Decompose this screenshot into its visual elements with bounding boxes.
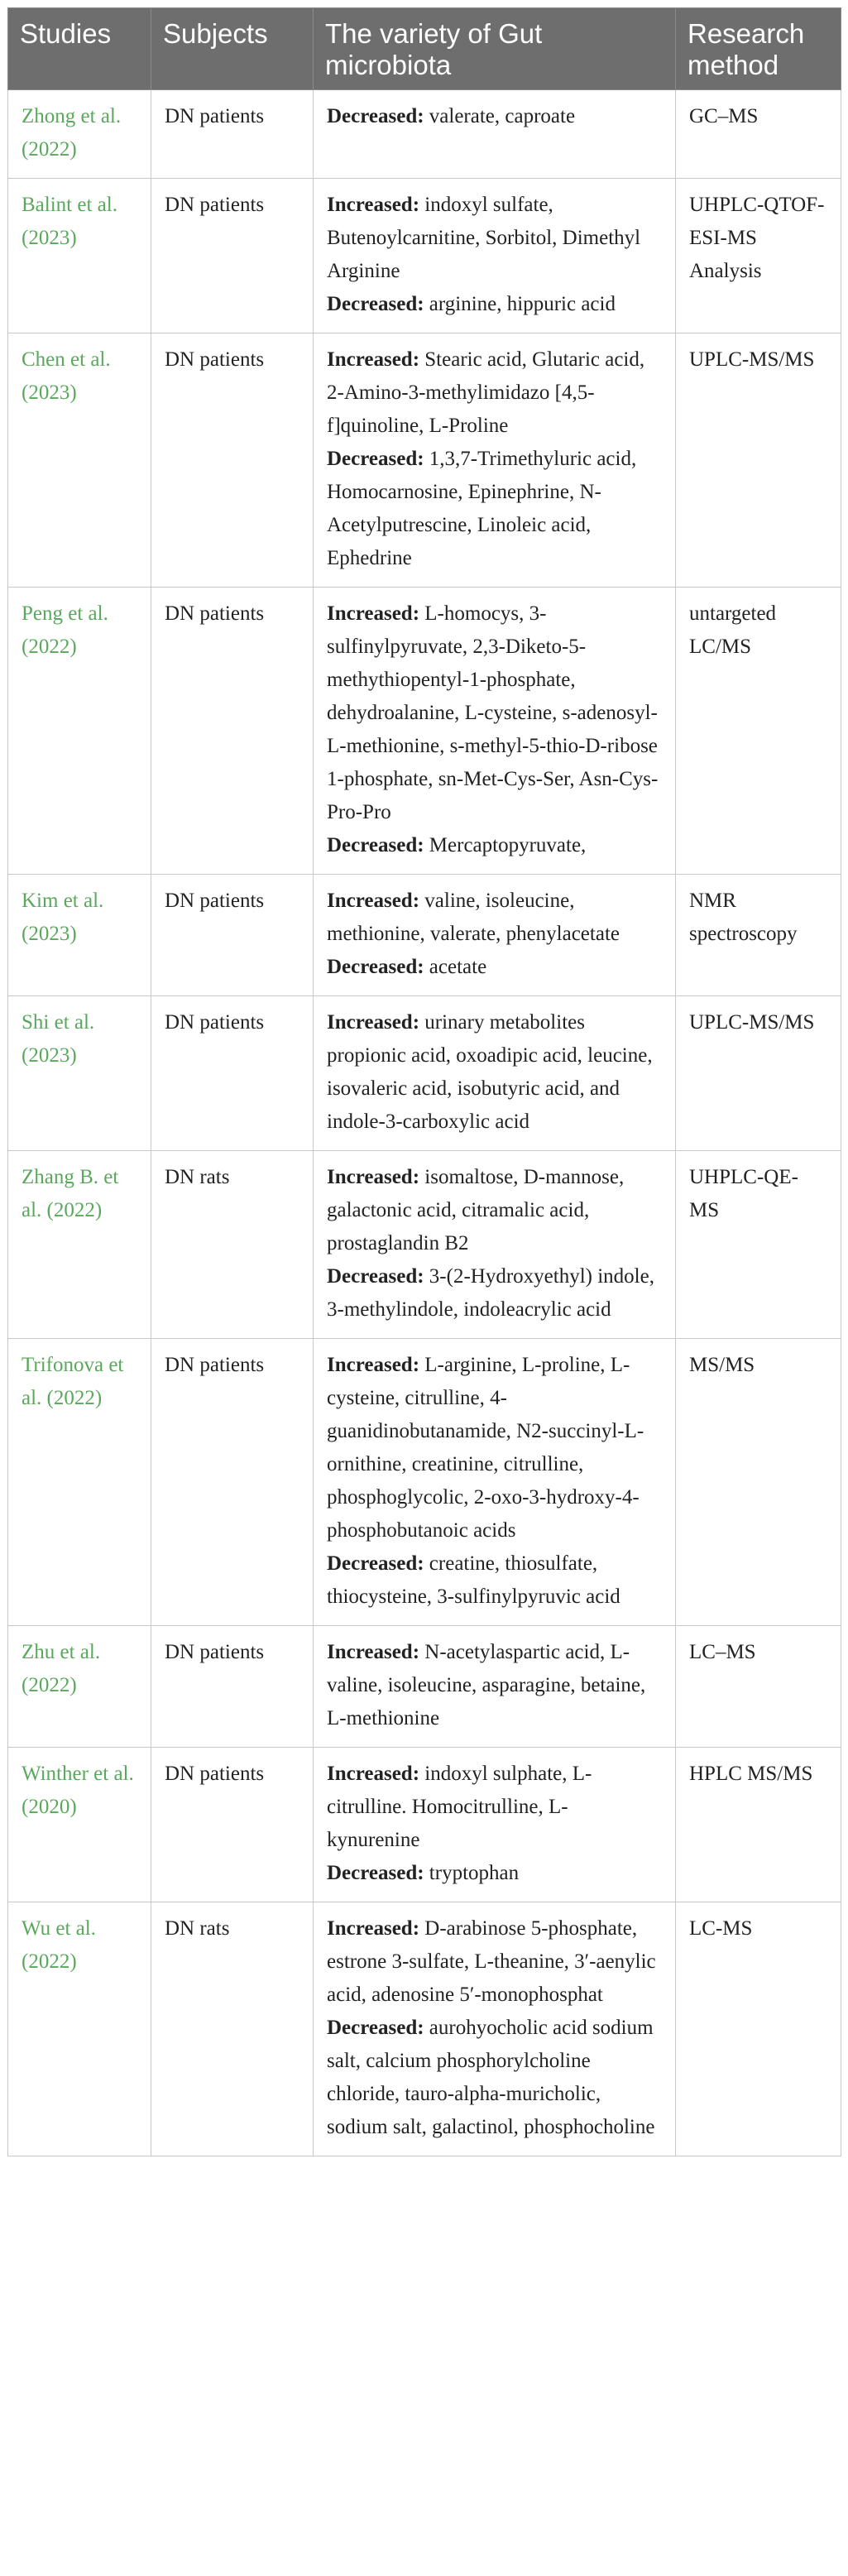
decreased-label: Decreased:	[327, 1862, 424, 1884]
table-row	[8, 1902, 841, 2156]
method-cell: UHPLC-QTOF-ESI-MS Analysis	[676, 179, 841, 333]
increased-values: N-acetylaspartic acid, L-valine, isoleucine, asparagine, betaine, L-methionine	[327, 1641, 646, 1729]
subjects-cell: DN patients	[151, 588, 314, 875]
table-row	[8, 1151, 841, 1339]
study-citation-link[interactable]: Zhang B. et al. (2022)	[8, 1151, 151, 1339]
study-citation-link[interactable]: Shi et al. (2023)	[8, 996, 151, 1151]
subjects-cell: DN patients	[151, 90, 314, 179]
subjects-cell: DN patients	[151, 875, 314, 996]
method-cell: UHPLC-QE-MS	[676, 1151, 841, 1339]
variety-cell	[314, 1626, 676, 1748]
decreased-label: Decreased:	[327, 448, 424, 470]
increased-label: Increased:	[327, 1354, 420, 1376]
subjects-cell: DN patients	[151, 996, 314, 1151]
decreased-values: creatine, thiosulfate, thiocysteine, 3-sulfinylpyruvic acid	[327, 1552, 620, 1608]
variety-cell	[314, 1339, 676, 1626]
increased-line	[327, 1006, 660, 1139]
decreased-label: Decreased:	[327, 2017, 424, 2039]
study-citation-link[interactable]: Chen et al. (2023)	[8, 333, 151, 588]
header-method: Research method	[676, 8, 841, 90]
decreased-values: 1,3,7-Trimethyluric acid, Homocarnosine, Epinephrine, N-Acetylputrescine, Linoleic acid, Ephedrine	[327, 448, 637, 569]
variety-cell	[314, 588, 676, 875]
increased-values: isomaltose, D-mannose, galactonic acid, citramalic acid, prostaglandin B2	[327, 1166, 625, 1254]
header-row	[8, 8, 841, 90]
decreased-values: tryptophan	[429, 1862, 520, 1884]
increased-label: Increased:	[327, 1763, 420, 1785]
decreased-values: acetate	[429, 956, 487, 978]
increased-label: Increased:	[327, 1917, 420, 1940]
decreased-line	[327, 288, 660, 321]
decreased-values: aurohyocholic acid sodium salt, calcium phosphorylcholine chloride, tauro-alpha-muricholic, sodium salt, galactinol, phosphocholine	[327, 2017, 655, 2138]
study-citation-link[interactable]: Zhu et al. (2022)	[8, 1626, 151, 1748]
study-citation-link[interactable]: Peng et al. (2022)	[8, 588, 151, 875]
increased-line	[327, 343, 660, 443]
method-cell: untargeted LC/MS	[676, 588, 841, 875]
subjects-cell: DN rats	[151, 1902, 314, 2156]
study-citation-link[interactable]: Kim et al. (2023)	[8, 875, 151, 996]
study-citation-link[interactable]: Wu et al. (2022)	[8, 1902, 151, 2156]
decreased-line	[327, 1547, 660, 1614]
method-cell: UPLC-MS/MS	[676, 996, 841, 1151]
increased-values: indoxyl sulfate, Butenoylcarnitine, Sorbitol, Dimethyl Arginine	[327, 194, 641, 282]
header-variety: The variety of Gut microbiota	[314, 8, 676, 90]
method-cell: GC–MS	[676, 90, 841, 179]
table-row	[8, 90, 841, 179]
metabolite-table	[7, 7, 841, 2156]
decreased-line	[327, 1260, 660, 1326]
increased-values: L-arginine, L-proline, L-cysteine, citrulline, 4-guanidinobutanamide, N2-succinyl-L-ornithine, creatinine, citrulline, phosphoglycolic, 2-oxo-3-hydroxy-4-phosphobutanoic acids	[327, 1354, 644, 1542]
increased-label: Increased:	[327, 348, 420, 371]
variety-cell	[314, 179, 676, 333]
header-studies: Studies	[8, 8, 151, 90]
decreased-line	[327, 829, 660, 862]
increased-label: Increased:	[327, 890, 420, 912]
decreased-line	[327, 951, 660, 984]
study-citation-link[interactable]: Balint et al. (2023)	[8, 179, 151, 333]
table-row	[8, 996, 841, 1151]
method-cell: NMR spectroscopy	[676, 875, 841, 996]
increased-values: urinary metabolites propionic acid, oxoadipic acid, leucine, isovaleric acid, isobutyric acid, and indole-3-carboxylic acid	[327, 1011, 653, 1133]
subjects-cell: DN patients	[151, 1339, 314, 1626]
increased-line	[327, 1912, 660, 2012]
increased-values: indoxyl sulphate, L-citrulline. Homocitrulline, L-kynurenine	[327, 1763, 592, 1851]
table-row	[8, 1339, 841, 1626]
header-subjects: Subjects	[151, 8, 314, 90]
decreased-line	[327, 1857, 660, 1890]
table-header	[8, 8, 841, 90]
increased-line	[327, 885, 660, 951]
decreased-line	[327, 2012, 660, 2144]
decreased-label: Decreased:	[327, 956, 424, 978]
increased-line	[327, 189, 660, 288]
decreased-label: Decreased:	[327, 293, 424, 315]
variety-cell	[314, 1748, 676, 1902]
increased-values: Stearic acid, Glutaric acid, 2-Amino-3-methylimidazo [4,5-f]quinoline, L-Proline	[327, 348, 645, 437]
increased-label: Increased:	[327, 1641, 420, 1663]
decreased-values: valerate, caproate	[429, 105, 576, 127]
increased-label: Increased:	[327, 194, 420, 216]
subjects-cell: DN patients	[151, 179, 314, 333]
increased-label: Increased:	[327, 1011, 420, 1034]
increased-label: Increased:	[327, 1166, 420, 1188]
variety-cell	[314, 333, 676, 588]
variety-cell	[314, 996, 676, 1151]
decreased-label: Decreased:	[327, 1265, 424, 1288]
table-row	[8, 179, 841, 333]
increased-line	[327, 597, 660, 829]
variety-cell	[314, 875, 676, 996]
increased-line	[327, 1349, 660, 1547]
study-citation-link[interactable]: Zhong et al. (2022)	[8, 90, 151, 179]
increased-values: valine, isoleucine, methionine, valerate, phenylacetate	[327, 890, 620, 945]
subjects-cell: DN patients	[151, 1626, 314, 1748]
increased-label: Increased:	[327, 602, 420, 625]
study-citation-link[interactable]: Winther et al. (2020)	[8, 1748, 151, 1902]
increased-values: L-homocys, 3-sulfinylpyruvate, 2,3-Diketo-5-methythiopentyl-1-phosphate, dehydroalanine, L-cysteine, s-adenosyl-L-methionine, s-methyl-5-thio-D-ribose 1-phosphate, sn-Met-Cys-Ser, Asn-Cys-Pro-Pro	[327, 602, 659, 823]
table-row	[8, 333, 841, 588]
increased-line	[327, 1758, 660, 1857]
method-cell: UPLC-MS/MS	[676, 333, 841, 588]
increased-values: D-arabinose 5-phosphate, estrone 3-sulfate, L-theanine, 3′-aenylic acid, adenosine 5′-monophosphat	[327, 1917, 656, 2006]
table-row	[8, 1748, 841, 1902]
variety-cell	[314, 90, 676, 179]
decreased-values: arginine, hippuric acid	[429, 293, 616, 315]
decreased-label: Decreased:	[327, 834, 424, 856]
decreased-line	[327, 100, 660, 133]
table-row	[8, 875, 841, 996]
table-row	[8, 1626, 841, 1748]
increased-line	[327, 1161, 660, 1260]
subjects-cell: DN patients	[151, 333, 314, 588]
subjects-cell: DN patients	[151, 1748, 314, 1902]
table-row	[8, 588, 841, 875]
decreased-values: Mercaptopyruvate,	[429, 834, 587, 856]
decreased-line	[327, 443, 660, 575]
method-cell: LC-MS	[676, 1902, 841, 2156]
decreased-label: Decreased:	[327, 105, 424, 127]
variety-cell	[314, 1902, 676, 2156]
method-cell: LC–MS	[676, 1626, 841, 1748]
subjects-cell: DN rats	[151, 1151, 314, 1339]
increased-line	[327, 1636, 660, 1735]
decreased-values: 3-(2-Hydroxyethyl) indole, 3-methylindole, indoleacrylic acid	[327, 1265, 654, 1321]
table-body	[8, 90, 841, 2156]
decreased-label: Decreased:	[327, 1552, 424, 1575]
variety-cell	[314, 1151, 676, 1339]
method-cell: HPLC MS/MS	[676, 1748, 841, 1902]
method-cell: MS/MS	[676, 1339, 841, 1626]
study-citation-link[interactable]: Trifonova et al. (2022)	[8, 1339, 151, 1626]
